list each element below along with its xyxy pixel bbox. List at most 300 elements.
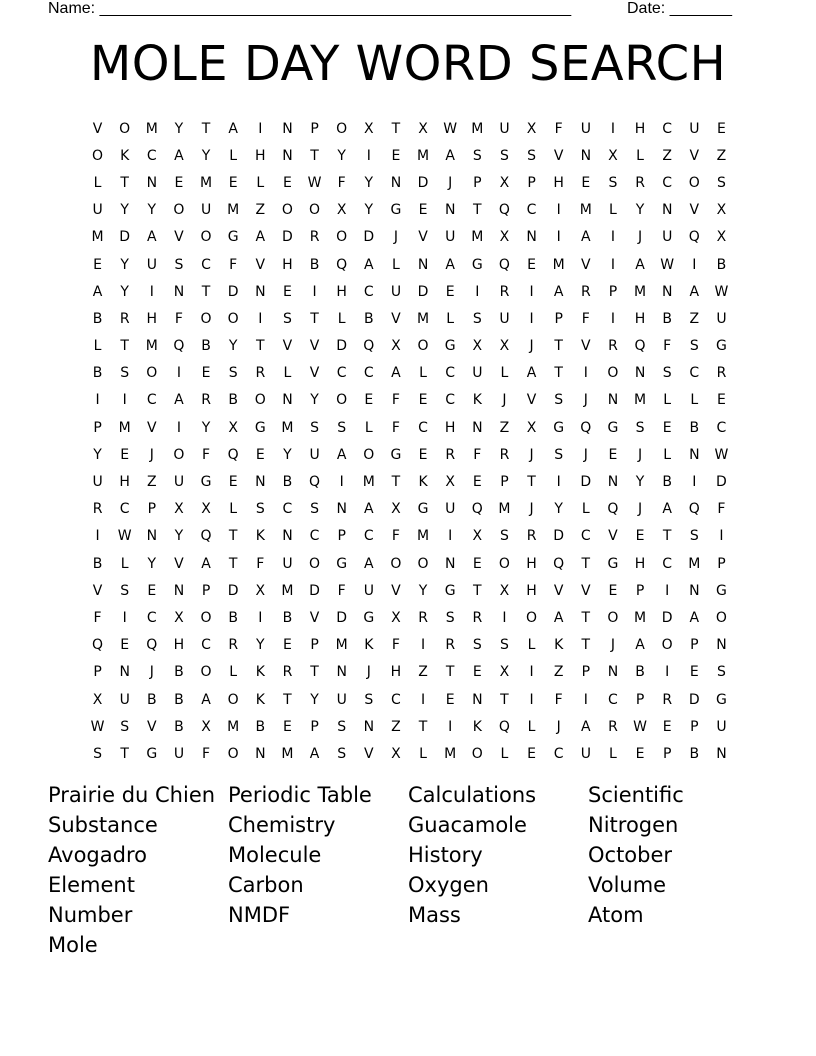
grid-letter[interactable]: F <box>391 637 400 654</box>
grid-letter[interactable]: S <box>310 419 319 436</box>
grid-letter[interactable]: S <box>608 174 618 191</box>
grid-letter[interactable]: D <box>661 609 673 626</box>
grid-letter[interactable]: B <box>662 474 672 491</box>
grid-letter[interactable]: U <box>309 446 320 463</box>
grid-letter[interactable]: C <box>716 419 727 436</box>
grid-letter[interactable]: X <box>716 229 727 246</box>
grid-letter[interactable]: C <box>146 609 157 626</box>
grid-letter[interactable]: M <box>227 718 240 735</box>
grid-letter[interactable]: U <box>580 745 591 762</box>
grid-letter[interactable]: H <box>146 310 158 327</box>
grid-letter[interactable]: O <box>227 745 239 762</box>
grid-letter[interactable]: U <box>200 202 212 219</box>
grid-letter[interactable]: R <box>662 691 673 708</box>
grid-letter[interactable]: A <box>553 283 564 300</box>
grid-letter[interactable]: N <box>417 256 429 273</box>
grid-letter[interactable]: J <box>502 392 507 409</box>
grid-letter[interactable]: C <box>201 256 211 273</box>
grid-letter[interactable]: V <box>608 528 618 545</box>
grid-letter[interactable]: L <box>419 745 427 762</box>
grid-letter[interactable]: A <box>174 147 184 164</box>
grid-letter[interactable]: T <box>473 582 482 599</box>
grid-letter[interactable]: F <box>717 501 726 518</box>
grid-letter[interactable]: P <box>690 718 699 735</box>
grid-letter[interactable]: I <box>719 528 724 545</box>
grid-letter[interactable]: U <box>173 474 185 491</box>
grid-letter[interactable]: Q <box>146 637 158 654</box>
grid-letter[interactable]: P <box>662 745 672 762</box>
grid-letter[interactable]: J <box>149 664 154 681</box>
grid-letter[interactable]: B <box>92 365 103 382</box>
grid-letter[interactable]: I <box>448 528 453 545</box>
grid-letter[interactable]: V <box>581 338 591 355</box>
grid-letter[interactable]: P <box>581 664 591 681</box>
grid-letter[interactable]: I <box>258 120 263 137</box>
grid-letter[interactable]: V <box>147 419 157 436</box>
grid-letter[interactable]: L <box>527 718 536 735</box>
grid-letter[interactable]: R <box>255 365 266 382</box>
grid-letter[interactable]: I <box>610 256 615 273</box>
grid-letter[interactable]: O <box>200 609 212 626</box>
grid-letter[interactable]: A <box>228 120 238 137</box>
grid-letter[interactable]: M <box>688 555 701 572</box>
grid-letter[interactable]: X <box>499 174 510 191</box>
grid-letter[interactable]: K <box>472 718 482 735</box>
grid-letter[interactable]: U <box>662 229 673 246</box>
grid-letter[interactable]: G <box>200 474 212 491</box>
grid-letter[interactable]: M <box>498 501 511 518</box>
grid-letter[interactable]: F <box>93 609 102 626</box>
grid-letter[interactable]: J <box>637 229 643 246</box>
grid-letter[interactable]: X <box>499 338 510 355</box>
grid-letter[interactable]: B <box>364 310 374 327</box>
grid-letter[interactable]: U <box>499 120 510 137</box>
grid-letter[interactable]: G <box>607 419 619 436</box>
grid-letter[interactable]: E <box>717 392 726 409</box>
grid-letter[interactable]: B <box>255 718 266 735</box>
grid-letter[interactable]: R <box>282 664 293 681</box>
grid-letter[interactable]: M <box>91 229 104 246</box>
grid-letter[interactable]: P <box>310 637 319 654</box>
grid-letter[interactable]: I <box>665 582 670 599</box>
grid-letter[interactable]: E <box>472 474 482 491</box>
grid-letter[interactable]: S <box>120 718 130 735</box>
grid-letter[interactable]: L <box>120 555 129 572</box>
grid-letter[interactable]: B <box>309 256 320 273</box>
grid-letter[interactable]: N <box>146 528 158 545</box>
grid-letter[interactable]: X <box>716 202 727 219</box>
grid-letter[interactable]: U <box>445 229 456 246</box>
grid-letter[interactable]: P <box>93 419 102 436</box>
grid-letter[interactable]: B <box>689 745 700 762</box>
grid-letter[interactable]: W <box>633 718 647 735</box>
grid-letter[interactable]: G <box>390 202 402 219</box>
grid-letter[interactable]: I <box>122 609 127 626</box>
grid-letter[interactable]: X <box>526 120 537 137</box>
grid-letter[interactable]: E <box>391 147 401 164</box>
grid-letter[interactable]: Z <box>499 419 510 436</box>
grid-letter[interactable]: X <box>391 745 401 762</box>
grid-letter[interactable]: O <box>526 609 538 626</box>
grid-letter[interactable]: T <box>662 528 672 545</box>
grid-letter[interactable]: D <box>119 229 131 246</box>
grid-letter[interactable]: Y <box>635 474 645 491</box>
grid-letter[interactable]: M <box>200 174 213 191</box>
grid-letter[interactable]: V <box>581 582 591 599</box>
grid-letter[interactable]: P <box>310 718 319 735</box>
grid-letter[interactable]: E <box>255 446 265 463</box>
grid-letter[interactable]: C <box>580 528 591 545</box>
grid-letter[interactable]: J <box>583 392 588 409</box>
grid-letter[interactable]: X <box>445 474 455 491</box>
grid-letter[interactable]: N <box>716 745 727 762</box>
grid-letter[interactable]: G <box>444 338 456 355</box>
grid-letter[interactable]: W <box>443 120 458 137</box>
grid-letter[interactable]: X <box>472 338 483 355</box>
grid-letter[interactable]: N <box>336 664 347 681</box>
grid-letter[interactable]: A <box>689 283 700 300</box>
grid-letter[interactable]: Q <box>200 528 212 545</box>
grid-letter[interactable]: S <box>120 582 130 599</box>
grid-letter[interactable]: N <box>607 392 619 409</box>
grid-letter[interactable]: T <box>473 202 482 219</box>
grid-letter[interactable]: J <box>529 338 534 355</box>
grid-letter[interactable]: I <box>420 637 426 654</box>
grid-letter[interactable]: I <box>475 283 480 300</box>
grid-letter[interactable]: O <box>607 609 619 626</box>
grid-letter[interactable]: B <box>201 338 211 355</box>
grid-letter[interactable]: K <box>364 637 374 654</box>
grid-letter[interactable]: P <box>473 174 482 191</box>
grid-letter[interactable]: N <box>119 664 130 681</box>
grid-letter[interactable]: B <box>174 664 184 681</box>
grid-letter[interactable]: I <box>583 691 588 708</box>
name-field-label[interactable]: Name: _____________________________________________________ <box>48 0 572 17</box>
grid-letter[interactable]: P <box>337 528 346 545</box>
grid-letter[interactable]: S <box>716 664 726 681</box>
grid-letter[interactable]: Z <box>716 147 727 164</box>
grid-letter[interactable]: Y <box>283 446 292 463</box>
grid-letter[interactable]: E <box>201 365 211 382</box>
grid-letter[interactable]: A <box>553 609 564 626</box>
grid-letter[interactable]: R <box>580 283 591 300</box>
grid-letter[interactable]: E <box>689 664 699 681</box>
grid-letter[interactable]: G <box>336 555 348 572</box>
grid-letter[interactable]: G <box>254 419 266 436</box>
grid-letter[interactable]: V <box>553 582 564 599</box>
grid-letter[interactable]: T <box>201 120 211 137</box>
grid-letter[interactable]: F <box>337 582 346 599</box>
grid-letter[interactable]: T <box>256 338 265 355</box>
grid-letter[interactable]: I <box>95 392 100 409</box>
grid-letter[interactable]: U <box>146 256 157 273</box>
grid-letter[interactable]: E <box>717 120 726 137</box>
grid-letter[interactable]: Y <box>228 338 238 355</box>
grid-letter[interactable]: Q <box>227 446 239 463</box>
grid-letter[interactable]: V <box>309 338 320 355</box>
grid-letter[interactable]: L <box>663 392 672 409</box>
grid-letter[interactable]: T <box>445 664 455 681</box>
grid-letter[interactable]: Y <box>120 283 129 300</box>
grid-letter[interactable]: V <box>581 256 591 273</box>
grid-letter[interactable]: X <box>364 120 374 137</box>
grid-letter[interactable]: C <box>363 365 374 382</box>
grid-letter[interactable]: U <box>716 718 727 735</box>
grid-letter[interactable]: X <box>472 528 483 545</box>
grid-letter[interactable]: U <box>119 691 130 708</box>
grid-letter[interactable]: O <box>661 637 673 654</box>
grid-letter[interactable]: E <box>635 745 645 762</box>
grid-letter[interactable]: D <box>282 229 293 246</box>
grid-letter[interactable]: R <box>499 283 510 300</box>
grid-letter[interactable]: B <box>174 718 184 735</box>
grid-letter[interactable]: D <box>580 474 592 491</box>
grid-letter[interactable]: N <box>282 392 293 409</box>
grid-letter[interactable]: E <box>608 582 618 599</box>
grid-letter[interactable]: B <box>174 691 184 708</box>
grid-letter[interactable]: L <box>256 174 265 191</box>
grid-letter[interactable]: M <box>579 202 592 219</box>
grid-letter[interactable]: H <box>634 555 646 572</box>
grid-letter[interactable]: K <box>472 392 482 409</box>
grid-letter[interactable]: Q <box>336 256 348 273</box>
grid-letter[interactable]: X <box>391 609 401 626</box>
grid-letter[interactable]: I <box>366 147 371 164</box>
grid-letter[interactable]: H <box>526 582 537 599</box>
grid-letter[interactable]: I <box>529 691 534 708</box>
grid-letter[interactable]: N <box>255 745 266 762</box>
grid-letter[interactable]: P <box>554 310 563 327</box>
grid-letter[interactable]: F <box>229 256 238 273</box>
grid-letter[interactable]: V <box>391 310 401 327</box>
grid-letter[interactable]: Y <box>201 147 211 164</box>
grid-letter[interactable]: D <box>309 582 320 599</box>
grid-letter[interactable]: O <box>688 174 700 191</box>
grid-letter[interactable]: O <box>498 555 510 572</box>
grid-letter[interactable]: S <box>472 147 482 164</box>
grid-letter[interactable]: V <box>689 202 700 219</box>
grid-letter[interactable]: N <box>282 120 293 137</box>
grid-letter[interactable]: S <box>364 691 374 708</box>
grid-letter[interactable]: O <box>309 555 321 572</box>
grid-letter[interactable]: T <box>310 147 319 164</box>
grid-letter[interactable]: T <box>527 474 536 491</box>
grid-letter[interactable]: N <box>255 283 266 300</box>
grid-letter[interactable]: N <box>472 419 483 436</box>
grid-letter[interactable]: L <box>364 419 373 436</box>
grid-letter[interactable]: I <box>420 691 426 708</box>
grid-letter[interactable]: X <box>499 664 510 681</box>
grid-letter[interactable]: Y <box>201 419 211 436</box>
grid-letter[interactable]: S <box>662 365 672 382</box>
grid-letter[interactable]: C <box>336 365 347 382</box>
grid-letter[interactable]: V <box>282 338 293 355</box>
grid-letter[interactable]: H <box>282 256 293 273</box>
grid-letter[interactable]: F <box>337 174 346 191</box>
grid-letter[interactable]: P <box>690 637 699 654</box>
grid-letter[interactable]: R <box>119 310 130 327</box>
grid-letter[interactable]: S <box>445 609 455 626</box>
grid-letter[interactable]: G <box>553 419 565 436</box>
grid-letter[interactable]: C <box>201 637 211 654</box>
grid-letter[interactable]: N <box>607 474 619 491</box>
grid-letter[interactable]: P <box>527 174 536 191</box>
grid-letter[interactable]: A <box>662 501 672 518</box>
grid-letter[interactable]: S <box>554 446 564 463</box>
grid-letter[interactable]: N <box>363 718 375 735</box>
grid-letter[interactable]: R <box>526 528 537 545</box>
grid-letter[interactable]: F <box>581 310 590 327</box>
grid-letter[interactable]: A <box>635 256 645 273</box>
grid-letter[interactable]: U <box>472 365 483 382</box>
grid-letter[interactable]: V <box>255 256 266 273</box>
grid-letter[interactable]: D <box>227 283 239 300</box>
grid-letter[interactable]: L <box>337 310 346 327</box>
grid-letter[interactable]: R <box>201 392 211 409</box>
grid-letter[interactable]: X <box>499 229 510 246</box>
grid-letter[interactable]: O <box>227 691 239 708</box>
grid-letter[interactable]: L <box>229 664 238 681</box>
grid-letter[interactable]: S <box>310 501 319 518</box>
grid-letter[interactable]: S <box>689 338 699 355</box>
grid-letter[interactable]: X <box>201 501 211 518</box>
grid-letter[interactable]: Q <box>309 474 321 491</box>
grid-letter[interactable]: R <box>92 501 103 518</box>
grid-letter[interactable]: R <box>309 229 320 246</box>
grid-letter[interactable]: T <box>120 745 129 762</box>
grid-letter[interactable]: T <box>581 637 591 654</box>
grid-letter[interactable]: I <box>502 609 507 626</box>
grid-letter[interactable]: I <box>529 664 534 681</box>
grid-letter[interactable]: A <box>445 147 455 164</box>
grid-letter[interactable]: U <box>445 501 456 518</box>
grid-letter[interactable]: U <box>92 474 103 491</box>
grid-letter[interactable]: L <box>229 147 238 164</box>
grid-letter[interactable]: P <box>608 283 618 300</box>
grid-letter[interactable]: S <box>93 745 102 762</box>
grid-letter[interactable]: O <box>146 365 158 382</box>
grid-letter[interactable]: U <box>580 120 591 137</box>
grid-letter[interactable]: O <box>336 229 348 246</box>
grid-letter[interactable]: J <box>366 664 371 681</box>
grid-letter[interactable]: A <box>364 256 374 273</box>
grid-letter[interactable]: T <box>581 555 591 572</box>
grid-letter[interactable]: A <box>201 555 211 572</box>
grid-letter[interactable]: L <box>609 745 617 762</box>
grid-letter[interactable]: G <box>716 338 727 355</box>
grid-letter[interactable]: D <box>553 528 565 545</box>
grid-letter[interactable]: F <box>391 419 400 436</box>
grid-letter[interactable]: I <box>258 609 263 626</box>
grid-letter[interactable]: O <box>173 446 185 463</box>
grid-letter[interactable]: L <box>500 365 509 382</box>
grid-letter[interactable]: I <box>610 310 615 327</box>
grid-letter[interactable]: E <box>283 174 292 191</box>
grid-letter[interactable]: H <box>119 474 130 491</box>
grid-letter[interactable]: F <box>473 446 482 463</box>
grid-letter[interactable]: P <box>93 664 102 681</box>
grid-letter[interactable]: C <box>662 555 673 572</box>
grid-letter[interactable]: Y <box>147 202 157 219</box>
grid-letter[interactable]: X <box>92 691 103 708</box>
grid-letter[interactable]: M <box>227 202 240 219</box>
grid-letter[interactable]: C <box>119 501 130 518</box>
grid-letter[interactable]: M <box>145 338 158 355</box>
grid-letter[interactable]: U <box>689 120 700 137</box>
grid-letter[interactable]: N <box>607 664 619 681</box>
grid-letter[interactable]: M <box>281 582 294 599</box>
grid-letter[interactable]: Y <box>93 446 102 463</box>
grid-letter[interactable]: Y <box>554 501 563 518</box>
grid-letter[interactable]: V <box>689 147 700 164</box>
grid-letter[interactable]: I <box>556 202 561 219</box>
grid-letter[interactable]: O <box>200 664 212 681</box>
grid-letter[interactable]: O <box>227 310 239 327</box>
grid-letter[interactable]: F <box>391 392 400 409</box>
grid-letter[interactable]: O <box>417 555 429 572</box>
grid-letter[interactable]: Y <box>418 582 428 599</box>
grid-letter[interactable]: D <box>417 174 429 191</box>
grid-letter[interactable]: E <box>93 256 102 273</box>
grid-letter[interactable]: W <box>90 718 105 735</box>
grid-letter[interactable]: A <box>445 256 455 273</box>
grid-letter[interactable]: Q <box>553 555 565 572</box>
grid-letter[interactable]: A <box>201 691 211 708</box>
grid-letter[interactable]: B <box>228 392 238 409</box>
grid-letter[interactable]: F <box>202 745 211 762</box>
grid-letter[interactable]: J <box>556 718 561 735</box>
grid-letter[interactable]: S <box>689 528 699 545</box>
grid-letter[interactable]: R <box>499 446 510 463</box>
grid-letter[interactable]: E <box>581 174 591 191</box>
grid-letter[interactable]: O <box>390 555 402 572</box>
grid-letter[interactable]: M <box>634 392 647 409</box>
grid-letter[interactable]: K <box>255 691 265 708</box>
grid-letter[interactable]: I <box>692 474 697 491</box>
grid-letter[interactable]: P <box>201 582 211 599</box>
grid-letter[interactable]: U <box>92 202 103 219</box>
grid-letter[interactable]: G <box>227 229 239 246</box>
grid-letter[interactable]: V <box>526 392 537 409</box>
grid-letter[interactable]: F <box>174 310 183 327</box>
grid-letter[interactable]: N <box>255 474 266 491</box>
grid-letter[interactable]: E <box>418 392 428 409</box>
grid-letter[interactable]: C <box>146 392 157 409</box>
grid-letter[interactable]: N <box>444 202 456 219</box>
grid-letter[interactable]: I <box>529 310 534 327</box>
grid-letter[interactable]: M <box>362 474 375 491</box>
grid-letter[interactable]: S <box>499 528 509 545</box>
grid-letter[interactable]: E <box>608 446 618 463</box>
grid-letter[interactable]: T <box>120 338 129 355</box>
grid-letter[interactable]: T <box>228 555 238 572</box>
grid-letter[interactable]: Z <box>391 718 401 735</box>
grid-letter[interactable]: S <box>472 310 482 327</box>
grid-letter[interactable]: I <box>583 365 588 382</box>
grid-letter[interactable]: S <box>472 637 482 654</box>
grid-letter[interactable]: L <box>636 147 644 164</box>
grid-letter[interactable]: R <box>445 637 456 654</box>
grid-letter[interactable]: G <box>471 256 483 273</box>
grid-letter[interactable]: J <box>610 637 615 654</box>
grid-letter[interactable]: I <box>610 229 615 246</box>
grid-letter[interactable]: E <box>418 202 428 219</box>
grid-letter[interactable]: Q <box>607 501 619 518</box>
grid-letter[interactable]: B <box>147 691 157 708</box>
grid-letter[interactable]: X <box>255 582 266 599</box>
grid-letter[interactable]: I <box>556 474 561 491</box>
grid-letter[interactable]: U <box>282 555 293 572</box>
